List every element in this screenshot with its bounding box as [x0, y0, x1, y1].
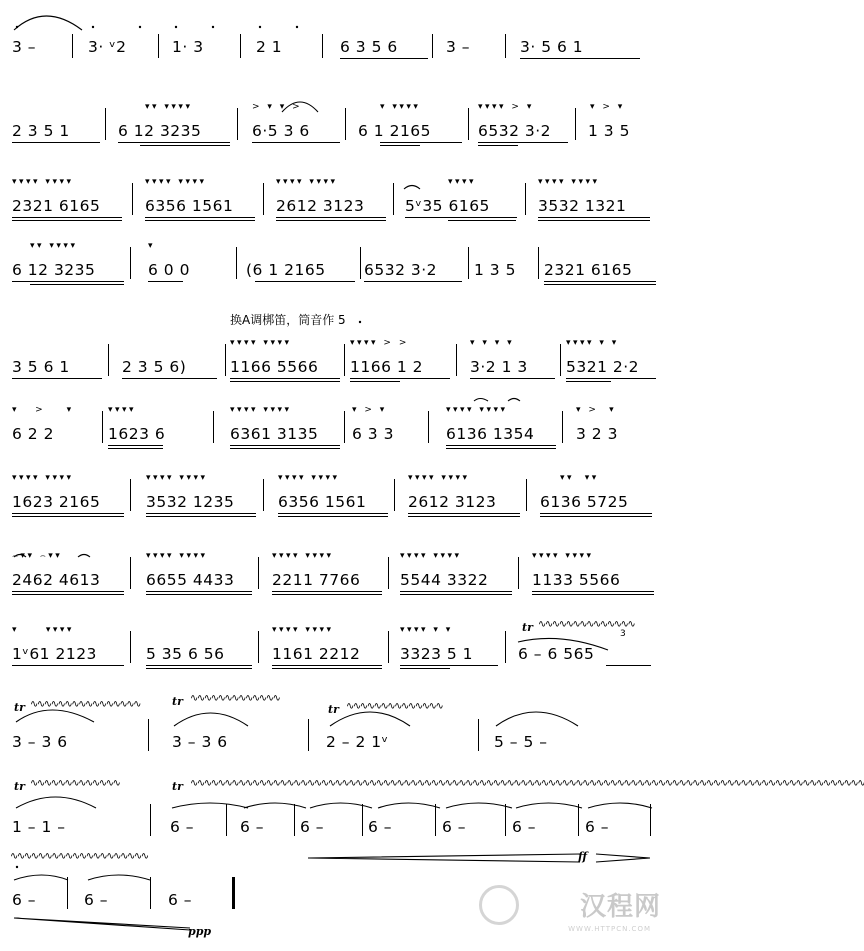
measure-4: 5ᵛ35 6165: [405, 197, 490, 215]
measure-5: 6 –: [368, 818, 393, 836]
measure-3: 6·5 3 6: [252, 122, 310, 140]
trill-wavy-line: ∿∿∿∿∿∿∿∿∿∿∿∿∿: [30, 778, 120, 789]
slur: [516, 803, 582, 808]
accent-marks: ▾ ▾▾▾▾: [380, 102, 421, 112]
dynamic-ppp: ppp: [188, 925, 212, 938]
measure-3: 6 –: [240, 818, 265, 836]
trill-mark: tr: [328, 703, 339, 716]
crescendo-hairpin: [308, 854, 580, 862]
measure-1: 3 5 6 1: [12, 358, 70, 376]
watermark-logo-icon: [479, 885, 519, 925]
measure-2: 2 3 5 6): [122, 358, 187, 376]
measure-1: 2 3 5 1: [12, 122, 70, 140]
accent-marks: ▾▾▾▾ ▾▾▾▾: [400, 551, 462, 561]
measure-6: 6 –: [442, 818, 467, 836]
accent-marks: ▾▾▾▾ > >: [350, 338, 409, 348]
measure-2: 1623 6: [108, 425, 166, 443]
accent-marks: ▾▾ ▾▾▾▾: [145, 102, 193, 112]
slur: [404, 186, 420, 190]
trill-wavy-line: ∿∿∿∿∿∿∿∿∿∿∿∿∿∿∿∿∿∿∿∿∿∿∿∿∿∿∿∿∿∿∿∿∿∿∿∿∿∿∿∿∿∿∿∿∿∿∿∿∿∿∿∿∿∿∿∿∿∿∿∿∿∿∿∿∿∿∿∿∿∿∿∿∿∿∿∿∿∿∿∿∿∿∿∿∿∿∿∿∿∿∿∿∿∿∿∿∿∿: [190, 778, 864, 789]
accent-marks: ▾ ▾▾▾▾: [12, 625, 74, 635]
measure-5: 6 3 5 6: [340, 38, 398, 56]
accent-marks: ▾▾▾▾ ▾▾▾▾: [538, 177, 600, 187]
measure-5: 1133 5566: [532, 571, 621, 589]
dynamic-ff: ff: [578, 850, 588, 863]
measure-2: 3532 1235: [146, 493, 235, 511]
slur: [14, 16, 82, 30]
accent-marks: ▾▾▾▾ ▾▾▾▾: [145, 177, 207, 187]
accent-marks: ▾▾ ▾▾▾▾: [30, 241, 78, 251]
measure-3: 1· 3: [172, 38, 204, 56]
measure-4: 5 – 5 –: [494, 733, 548, 751]
measure-6: 5321 2·2: [566, 358, 640, 376]
measure-5: 6532 3·2: [478, 122, 552, 140]
accent-marks: ▾▾▾▾ ▾▾▾▾: [272, 625, 334, 635]
decrescendo-hairpin: [14, 918, 190, 930]
slur: [508, 399, 520, 402]
measure-1: 6 2 2: [12, 425, 54, 443]
measure-4: 6532 3·2: [364, 261, 438, 279]
slur: [174, 713, 248, 726]
trill-mark: tr: [522, 621, 533, 634]
slur: [16, 710, 94, 722]
measure-4: 1166 1 2: [350, 358, 424, 376]
triplet-mark: 3: [620, 629, 627, 639]
slur: [496, 712, 578, 726]
accent-marks: ▾▾▾▾ ▾▾▾▾: [272, 551, 334, 561]
measure-5: 6136 5725: [540, 493, 629, 511]
measure-2: 6655 4433: [146, 571, 235, 589]
slur: [310, 803, 372, 808]
accent-marks: ▾▾▾▾ ▾▾▾▾: [532, 551, 594, 561]
measure-7: 3· 5 6 1: [520, 38, 584, 56]
measure-2: 5 35 6 56: [146, 645, 225, 663]
accent-marks: ▾▾▾▾ ▾▾▾▾: [230, 338, 292, 348]
measure-4: 6 3 3: [352, 425, 394, 443]
measure-6: 3 –: [446, 38, 471, 56]
measure-4: 2 1: [256, 38, 283, 56]
slur: [446, 803, 512, 808]
slur: [14, 555, 26, 558]
octave-dot: [212, 26, 214, 28]
slur: [16, 797, 96, 808]
measure-1: 6 –: [12, 891, 37, 909]
measure-1: 1 – 1 –: [12, 818, 66, 836]
decrescendo-hairpin: [596, 854, 650, 862]
octave-dot: [259, 26, 261, 28]
slur: [378, 803, 440, 808]
measure-2: 3· ᵛ2: [88, 38, 127, 56]
accent-marks: ▾ > ▾: [352, 405, 387, 415]
slur: [474, 399, 488, 402]
measure-3: 2612 3123: [276, 197, 365, 215]
measure-3: 2 – 2 1ᵛ: [326, 733, 389, 751]
trill-mark: tr: [14, 780, 25, 793]
instrument-change-note: 换A调梆笛，筒音作 5: [230, 313, 346, 327]
measure-6: 1 3 5: [588, 122, 630, 140]
trill-wavy-line: ∿∿∿∿∿∿∿∿∿∿∿∿∿∿: [538, 619, 635, 630]
slur: [88, 875, 150, 880]
trill-wavy-line: ∿∿∿∿∿∿∿∿∿∿∿∿∿∿: [346, 701, 443, 712]
octave-dot: [296, 26, 298, 28]
accent-marks: ▾ > ▾: [12, 405, 74, 415]
trill-wavy-line: ∿∿∿∿∿∿∿∿∿∿∿∿∿∿∿∿: [30, 699, 141, 710]
measure-7: 6 –: [512, 818, 537, 836]
measure-5: 3·2 1 3: [470, 358, 528, 376]
accent-marks: ▾▾▾▾ ▾▾▾▾: [12, 177, 74, 187]
octave-dot: [16, 26, 18, 28]
accent-marks: ▾▾ ▾▾: [560, 473, 599, 483]
measure-5: 1 3 5: [474, 261, 516, 279]
measure-5: 3532 1321: [538, 197, 627, 215]
slur: [518, 638, 608, 650]
measure-2: 6 0 0: [148, 261, 190, 279]
accent-marks: ▾▾▾▾ ▾▾▾▾: [146, 473, 208, 483]
accent-marks: ▾▾▾▾: [448, 177, 477, 187]
trill-wavy-line: ∿∿∿∿∿∿∿∿∿∿∿∿∿∿∿∿∿∿∿∿: [10, 851, 148, 862]
accent-marks: ⌢▾▾ ⌢▾▾: [12, 551, 63, 561]
watermark-brand: 汉程网: [579, 892, 661, 922]
slur: [78, 555, 90, 558]
measure-1: 3 – 3 6: [12, 733, 68, 751]
low-octave-dot: [16, 866, 18, 868]
measure-6: 2321 6165: [544, 261, 633, 279]
accent-marks: ▾▾▾▾ ▾▾▾▾: [446, 405, 508, 415]
accent-marks: ▾: [148, 241, 156, 251]
slur: [244, 803, 306, 808]
measure-4: 3323 5 1: [400, 645, 474, 663]
trill-mark: tr: [172, 695, 183, 708]
accent-marks: ▾ ▾ ▾ ▾: [470, 338, 515, 348]
accent-marks: ▾▾▾▾ ▾▾▾▾: [278, 473, 340, 483]
measure-3: (6 1 2165: [246, 261, 326, 279]
measure-1: 6 12 3235: [12, 261, 96, 279]
measure-1: 3 –: [12, 38, 37, 56]
slur: [282, 102, 318, 112]
measure-5: 6136 1354: [446, 425, 535, 443]
accent-marks: ▾▾▾▾ ▾▾▾▾: [146, 551, 208, 561]
measure-3: 6356 1561: [278, 493, 367, 511]
measure-2: 3 – 3 6: [172, 733, 228, 751]
measure-1: 1623 2165: [12, 493, 101, 511]
measure-5: 6 – 6 565: [518, 645, 595, 663]
accent-marks: > ▾ ▾ >: [252, 102, 303, 112]
watermark-url: WWW.HTTPCN.COM: [568, 925, 651, 933]
trill-mark: tr: [172, 780, 183, 793]
measure-2: 6356 1561: [145, 197, 234, 215]
measure-2: 6 –: [84, 891, 109, 909]
accent-marks: ▾▾▾▾ ▾▾▾▾: [12, 473, 74, 483]
octave-dot: [92, 26, 94, 28]
accent-marks: ▾▾▾▾: [108, 405, 137, 415]
accent-marks: ▾▾▾▾ ▾▾▾▾: [408, 473, 470, 483]
measure-4: 6 –: [300, 818, 325, 836]
slur: [330, 712, 410, 726]
accent-marks: ▾ > ▾: [590, 102, 625, 112]
measure-2: 6 12 3235: [118, 122, 202, 140]
octave-dot: [175, 26, 177, 28]
measure-1: 1ᵛ61 2123: [12, 645, 97, 663]
slur: [588, 803, 652, 808]
measure-3: 1161 2212: [272, 645, 361, 663]
trill-mark: tr: [14, 701, 25, 714]
slur: [14, 875, 68, 880]
accent-marks: ▾▾▾▾ ▾ ▾: [566, 338, 619, 348]
slur: [172, 803, 248, 808]
octave-dot: [139, 26, 141, 28]
accent-marks: ▾▾▾▾ > ▾: [478, 102, 534, 112]
low-octave-dot: [359, 321, 361, 323]
accent-marks: ▾▾▾▾ ▾▾▾▾: [230, 405, 292, 415]
measure-1: 2321 6165: [12, 197, 101, 215]
measure-3: 1166 5566: [230, 358, 319, 376]
measure-1: 2462 4613: [12, 571, 101, 589]
measure-4: 2612 3123: [408, 493, 497, 511]
accent-marks: ▾ > ▾: [576, 405, 617, 415]
accent-marks: ▾▾▾▾ ▾ ▾: [400, 625, 453, 635]
measure-4: 5544 3322: [400, 571, 489, 589]
measure-3: 2211 7766: [272, 571, 361, 589]
measure-4: 6 1 2165: [358, 122, 432, 140]
measure-3: 6 –: [168, 891, 193, 909]
accent-marks: ▾▾▾▾ ▾▾▾▾: [276, 177, 338, 187]
measure-6: 3 2 3: [576, 425, 618, 443]
trill-wavy-line: ∿∿∿∿∿∿∿∿∿∿∿∿∿: [190, 693, 280, 704]
measure-3: 6361 3135: [230, 425, 319, 443]
measure-2: 6 –: [170, 818, 195, 836]
measure-8: 6 –: [585, 818, 610, 836]
